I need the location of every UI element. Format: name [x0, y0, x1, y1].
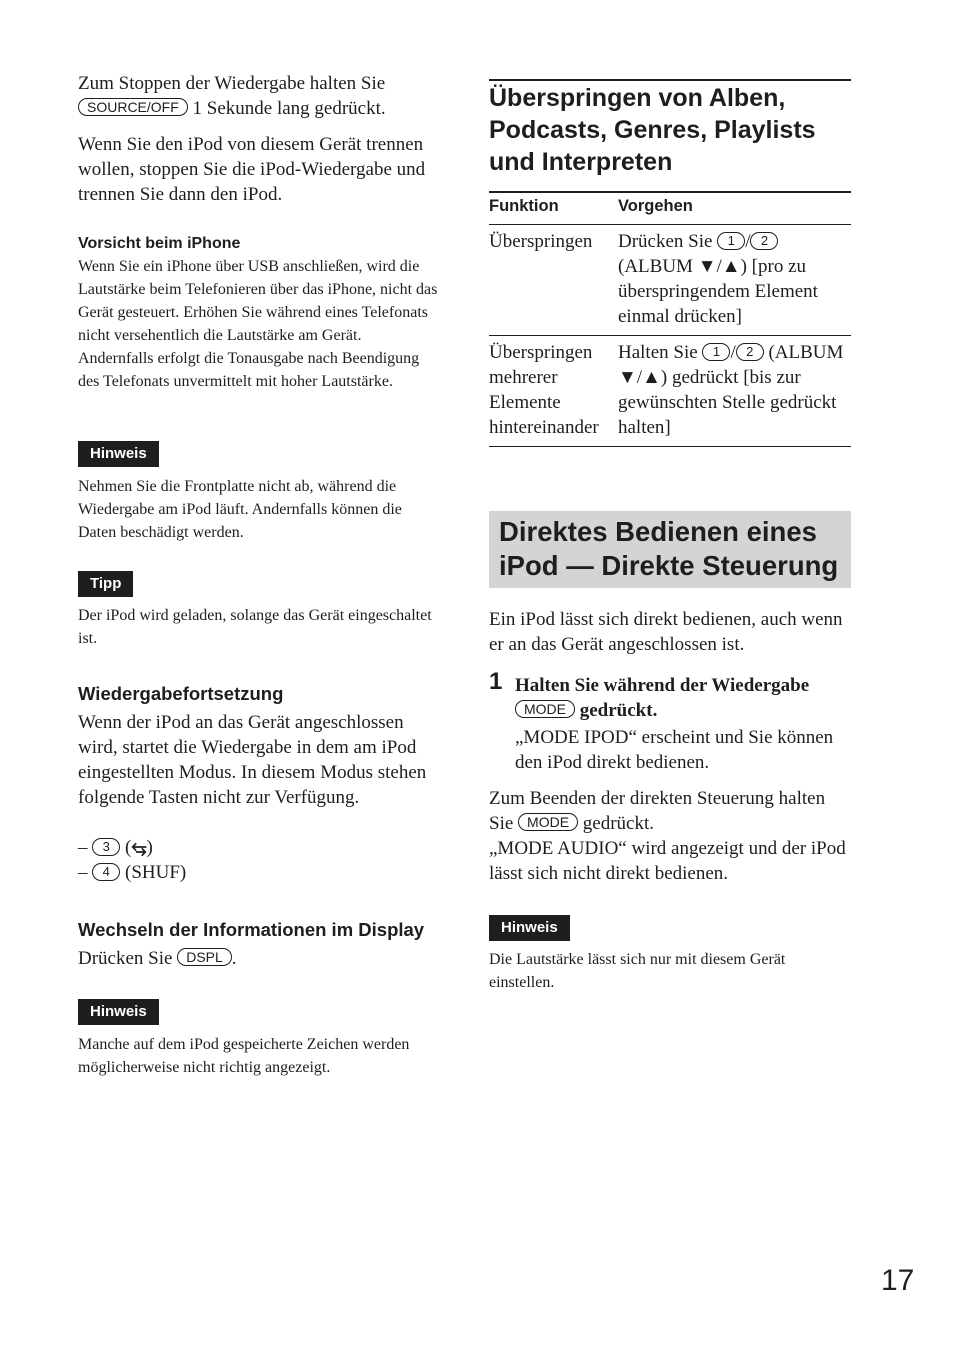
row1-function: Überspringen: [489, 231, 593, 252]
disconnect-paragraph: Wenn Sie den iPod von diesem Gerät trennen wollen, stoppen Sie die iPod-Wiedergabe und trennen Sie dann den iPod.: [78, 134, 426, 205]
direct-control-title-box: [489, 511, 851, 588]
iphone-caution-text: Wenn Sie ein iPhone über USB anschließen, wird die Lautstärke beim Telefonieren über das iPhone, nicht das Gerät gesteuert. Erhöhen Sie während eines Telefonats nicht versehentlich die Lautstärke am Gerät. Andernfalls erfolgt die Tonausgabe nach Beendigung des Telefonats unvermittelt mit hoher Lautstärke.: [78, 258, 438, 390]
row2-function: Überspringen mehrerer Elemente hintereinander: [489, 342, 599, 438]
page-number: 17: [881, 1264, 915, 1297]
note-label-3: Hinweis: [489, 915, 570, 941]
key-2: 2: [750, 232, 778, 250]
stop-text: Zum Stoppen der Wiedergabe halten Sie: [78, 73, 386, 94]
repeat-icon: ⥃: [131, 837, 147, 858]
disabled-key-3: – 3 (⥃): [78, 837, 153, 858]
function-table: [489, 191, 851, 447]
stop-playback-paragraph: [78, 71, 440, 121]
header-function: Funktion: [489, 197, 559, 215]
key-3: 3: [92, 838, 120, 856]
source-off-key: SOURCE/OFF: [78, 98, 188, 116]
disabled-key-4: – 4 (SHUF): [78, 862, 187, 883]
table-header-row: [489, 192, 851, 225]
note-label-2: Hinweis: [78, 999, 159, 1025]
resume-heading: Wiedergabefortsetzung: [78, 683, 284, 704]
header-procedure: Vorgehen: [618, 197, 693, 215]
stop-text-suffix: 1 Sekunde lang gedrückt.: [192, 98, 386, 119]
table-row: [489, 225, 851, 336]
key-2: 2: [736, 343, 764, 361]
note-text-1: Nehmen Sie die Frontplatte nicht ab, während die Wiedergabe am iPod läuft. Andernfalls können die Daten beschädigt werden.: [78, 478, 402, 541]
key-1: 1: [702, 343, 730, 361]
end-direct-control: Zum Beenden der direkten Steuerung halten Sie MODE gedrückt. „MODE AUDIO“ wird angezeigt und der iPod lässt sich nicht direkt bedienen.: [489, 788, 846, 884]
function-table-wrapper: [489, 191, 851, 447]
iphone-caution-heading: Vorsicht beim iPhone: [78, 235, 241, 252]
tip-label: Tipp: [78, 571, 133, 597]
table-row: [489, 336, 851, 447]
note-label-1: Hinweis: [78, 441, 159, 467]
step-number: 1: [489, 668, 503, 695]
display-text: Drücken Sie DSPL .: [78, 948, 237, 969]
mode-key-2: MODE: [518, 813, 578, 831]
tip-text: Der iPod wird geladen, solange das Gerät eingeschaltet ist.: [78, 607, 432, 647]
row1-procedure: Drücken Sie 1 / 2 (ALBUM ▼/▲) [pro zu überspringendem Element einmal drücken]: [618, 231, 818, 327]
skip-section-title: Überspringen von Alben, Podcasts, Genres, Playlists und Interpreten: [489, 84, 816, 176]
step-result: „MODE IPOD“ erscheint und Sie können den iPod direkt bedienen.: [515, 727, 834, 773]
note-text-3: Die Lautstärke lässt sich nur mit diesem Gerät einstellen.: [489, 951, 786, 991]
key-1: 1: [717, 232, 745, 250]
direct-intro: Ein iPod lässt sich direkt bedienen, auch wenn er an das Gerät angeschlossen ist.: [489, 609, 843, 655]
step-instruction: Halten Sie während der Wiedergabe MODE gedrückt.: [515, 675, 810, 721]
direct-control-title: Direktes Bedienen eines iPod — Direkte Steuerung: [499, 516, 839, 581]
title-rule: [489, 79, 851, 81]
key-4: 4: [92, 863, 120, 881]
mode-key: MODE: [515, 700, 575, 718]
row2-procedure: Halten Sie 1 / 2 (ALBUM ▼/▲) gedrückt [bis zur gewünschten Stelle gedrückt halten]: [618, 342, 844, 438]
resume-text: Wenn der iPod an das Gerät angeschlossen wird, startet die Wiedergabe in dem am iPod eingestellten Modus. In diesem Modus stehen folgende Tasten nicht zur Verfügung.: [78, 712, 427, 808]
note-text-2: Manche auf dem iPod gespeicherte Zeichen werden möglicherweise nicht richtig angezeigt.: [78, 1036, 410, 1076]
display-heading: Wechseln der Informationen im Display: [78, 919, 425, 940]
dspl-key: DSPL: [177, 948, 232, 966]
